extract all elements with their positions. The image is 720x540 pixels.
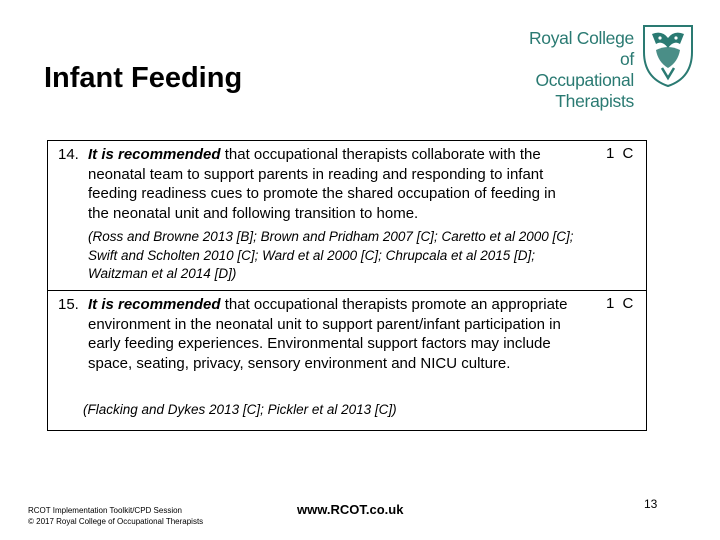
logo-text: [520, 28, 634, 112]
recommendation-14: [47, 140, 647, 291]
recommendation-sentence: that occupational therapists collaborate with the neonatal team to support parents in reading and responding to infant feeding readiness cues to promote the shared occupation of feeding in the neonatal unit and following transition to home.: [88, 146, 556, 222]
recommendation-text: [58, 145, 578, 223]
recommendation-number: 15.: [58, 296, 79, 313]
logo-line-2: Occupational: [535, 70, 634, 90]
website-link[interactable]: www.RCOT.co.uk: [297, 502, 404, 517]
recommendation-lead: It is recommended: [88, 296, 221, 313]
recommendation-body: [58, 295, 578, 373]
footer-toolkit: RCOT Implementation Toolkit/CPD Session: [28, 506, 182, 515]
logo-line-3: Therapists: [555, 91, 634, 111]
evidence-grade: 1 C: [606, 295, 636, 312]
recommendation-sentence: that occupational therapists promote an appropriate environment in the neonatal unit to support parent/infant participation in early feeding experiences. Environmental support factors may include space, seating, privacy, sensory environment and NICU culture.: [88, 296, 568, 372]
recommendation-number: 14.: [58, 146, 79, 163]
references: (Flacking and Dykes 2013 [C]; Pickler et al 2013 [C]): [83, 402, 397, 417]
footer-copyright: © 2017 Royal College of Occupational Therapists: [28, 516, 204, 526]
rcot-logo: [520, 22, 696, 111]
page-number: 13: [644, 497, 658, 511]
footer-credits: [28, 506, 203, 527]
recommendation-lead: It is recommended: [88, 146, 221, 163]
page-title: Infant Feeding: [44, 62, 243, 94]
recommendation-15: [47, 291, 647, 431]
logo-line-1: Royal College of: [528, 28, 634, 69]
references: (Ross and Browne 2013 [B]; Brown and Pridham 2007 [C]; Caretto et al 2000 [C]; Swift and Scholten 2010 [C]; Ward et al 2000 [C]; Chrupcala et al 2015 [D]; Waitzman et al 2014 [D]): [88, 229, 574, 281]
evidence-grade: 1 C: [606, 145, 636, 162]
recommendation-body: [58, 145, 578, 223]
recommendation-text: [58, 295, 578, 373]
crest-icon: [640, 22, 696, 88]
